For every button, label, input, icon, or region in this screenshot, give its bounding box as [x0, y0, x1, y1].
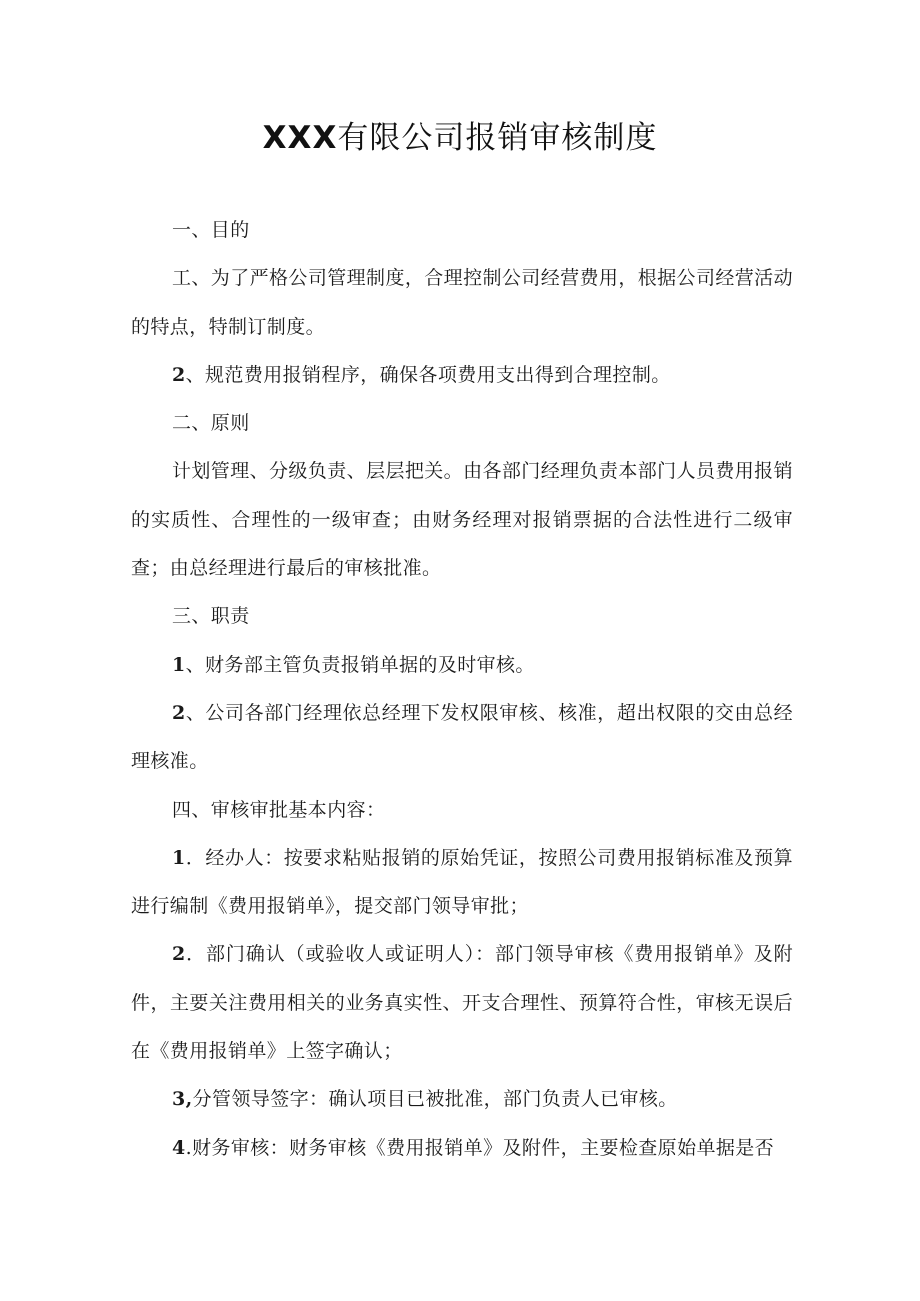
section-heading-purpose — [131, 206, 793, 254]
paragraph-text: 四、审核审批基本内容： — [172, 798, 386, 821]
paragraph-text: ．经办人：按要求粘贴报销的原始凭证，按照公司费用报销标准及预算进行编制《费用报销单》，提交部门领导审批； — [131, 846, 793, 918]
paragraph-text: .财务审核：财务审核《费用报销单》及附件，主要检查原始单据是否 — [185, 1136, 775, 1159]
paragraph — [131, 1075, 793, 1123]
section-heading-duties — [131, 592, 793, 640]
section-heading-principle — [131, 399, 793, 447]
paragraph-number: 3, — [172, 1088, 193, 1111]
paragraph-text: 计划管理、分级负责、层层把关。由各部门经理负责本部门人员费用报销的实质性、合理性的一级审查；由财务经理对报销票据的合法性进行二级审查；由总经理进行最后的审核批准。 — [131, 460, 793, 580]
document-body — [131, 206, 793, 1172]
paragraph — [131, 834, 793, 931]
paragraph-text: 、规范费用报销程序，确保各项费用支出得到合理控制。 — [185, 363, 671, 386]
paragraph-number: 1 — [172, 846, 186, 869]
paragraph-number: 2 — [172, 943, 186, 966]
paragraph — [131, 254, 793, 351]
paragraph-text: 、公司各部门经理依总经理下发权限审核、核准，超出权限的交由总经理核准。 — [131, 701, 793, 773]
paragraph — [131, 447, 793, 592]
paragraph-text: 、财务部主管负责报销单据的及时审核。 — [185, 653, 535, 676]
paragraph — [131, 930, 793, 1075]
paragraph — [131, 1124, 793, 1172]
paragraph-text: ．部门确认（或验收人或证明人）：部门领导审核《费用报销单》及附件，主要关注费用相关的业务真实性、开支合理性、预算符合性，审核无误后在《费用报销单》上签字确认； — [131, 943, 793, 1063]
paragraph-text: 一、目的 — [172, 219, 250, 241]
paragraph-text: 三、职责 — [172, 605, 250, 628]
paragraph — [131, 351, 793, 399]
paragraph-number: 2 — [172, 701, 186, 724]
paragraph — [131, 641, 793, 689]
paragraph — [131, 689, 793, 786]
title-text: 有限公司报销审核制度 — [337, 120, 658, 156]
paragraph-number: 4 — [172, 1136, 186, 1159]
paragraph-number: 1 — [172, 653, 186, 676]
paragraph-text: 二、原则 — [172, 412, 250, 435]
title-prefix: XXX — [262, 120, 338, 156]
paragraph-text: 工、为了严格公司管理制度，合理控制公司经营费用，根据公司经营活动的特点，特制订制度。 — [131, 267, 793, 338]
paragraph-number: 2 — [172, 363, 186, 386]
section-heading-content — [131, 786, 793, 834]
paragraph-text: 分管领导签字：确认项目已被批准，部门负责人已审核。 — [192, 1088, 678, 1111]
document-title — [0, 112, 920, 157]
